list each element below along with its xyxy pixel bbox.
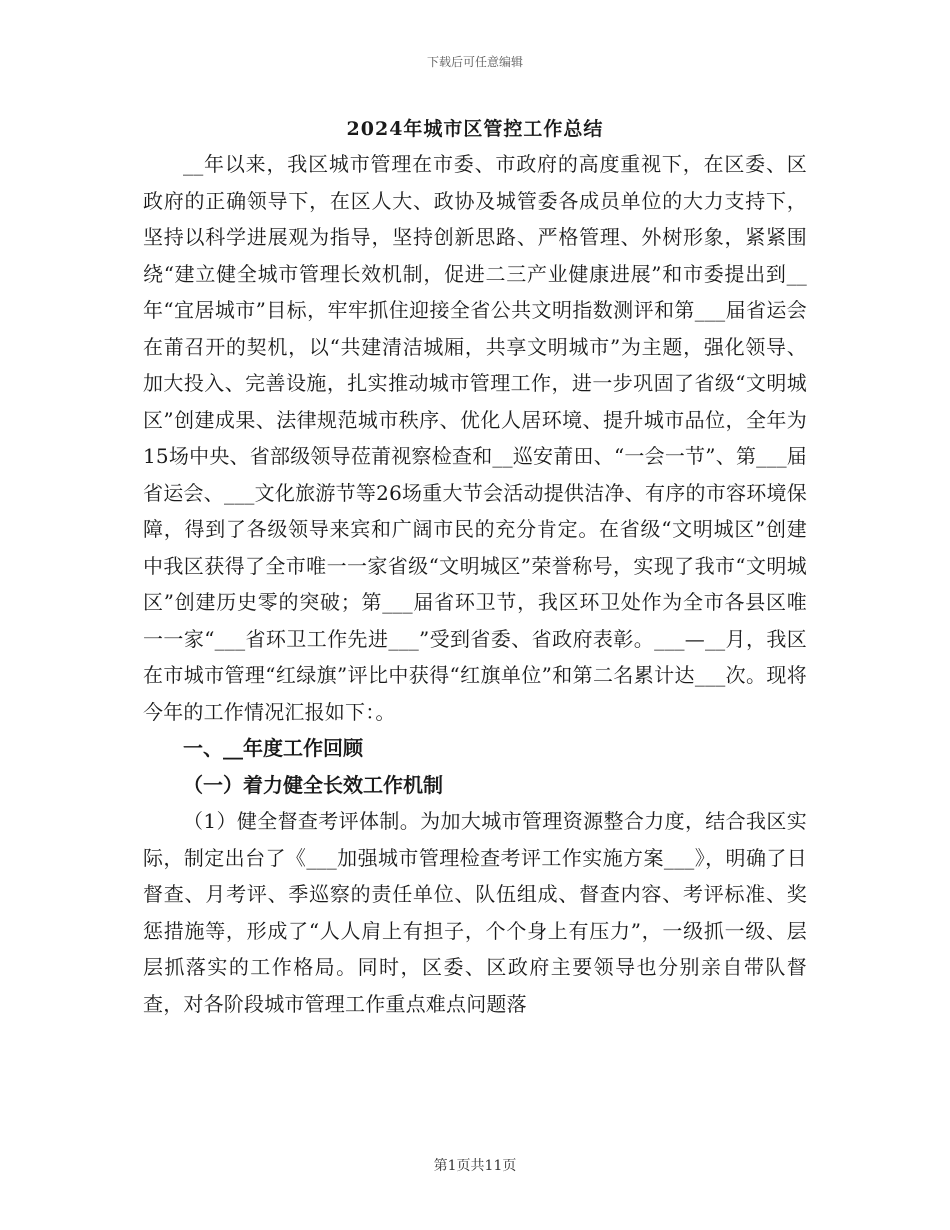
document-body: [143, 146, 807, 1022]
subsection-heading-mechanism: （一）着力健全长效工作机制: [183, 772, 443, 797]
document-title: 2024年城市区管控工作总结: [346, 118, 604, 140]
intro-paragraph: __年以来，我区城市管理在市委、市政府的高度重视下，在区委、区政府的正确领导下，在区人大、政协及城管委各成员单位的大力支持下，坚持以科学进展观为指导，坚持创新思路、严格管理、外树形象，紧紧围绕“建立健全城市管理长效机制，促进二三产业健康进展”和市委提出到__年“宜居城市”目标，牢牢抓住迎接全省公共文明指数测评和第___届省运会在莆召开的契机，以“共建清洁城厢，共享文明城市”为主题，强化领导、加大投入、完善设施，扎实推动城市管理工作，进一步巩固了省级“文明城区”创建成果、法律规范城市秩序、优化人居环境、提升城市品位，全年为15场中央、省部级领导莅莆视察检查和__巡安莆田、“一会一节”、第___届省运会、___文化旅游节等26场重大节会活动提供洁净、有序的市容环境保障，得到了各级领导来宾和广阔市民的充分肯定。在省级“文明城区”创建中我区获得了全市唯一一家省级“文明城区”荣誉称号，实现了我市“文明城区”创建历史零的突破；第___届省环卫节，我区环卫处作为全市各县区唯一一家“___省环卫工作先进___”受到省委、省政府表彰。___—__月，我区在市城市管理“红绿旗”评比中获得“红旗单位”和第二名累计达___次。现将今年的工作情况汇报如下：。: [143, 152, 807, 724]
page-header-note: 下载后可任意编辑: [426, 55, 523, 69]
item-paragraph-1: （1）健全督查考评体制。为加大城市管理资源整合力度，结合我区实际，制定出台了《___加强城市管理检查考评工作实施方案___》，明确了日督查、月考评、季巡察的责任单位、队伍组成、督查内容、考评标准、奖惩措施等，形成了“人人肩上有担子，个个身上有压力”，一级抓一级、层层抓落实的工作格局。同时，区委、区政府主要领导也分别亲自带队督查，对各阶段城市管理工作重点难点问题落: [143, 809, 807, 1016]
section-heading-review: 一、__年度工作回顾: [183, 736, 363, 760]
page-footer-number: 第1页共11页: [433, 1158, 517, 1174]
